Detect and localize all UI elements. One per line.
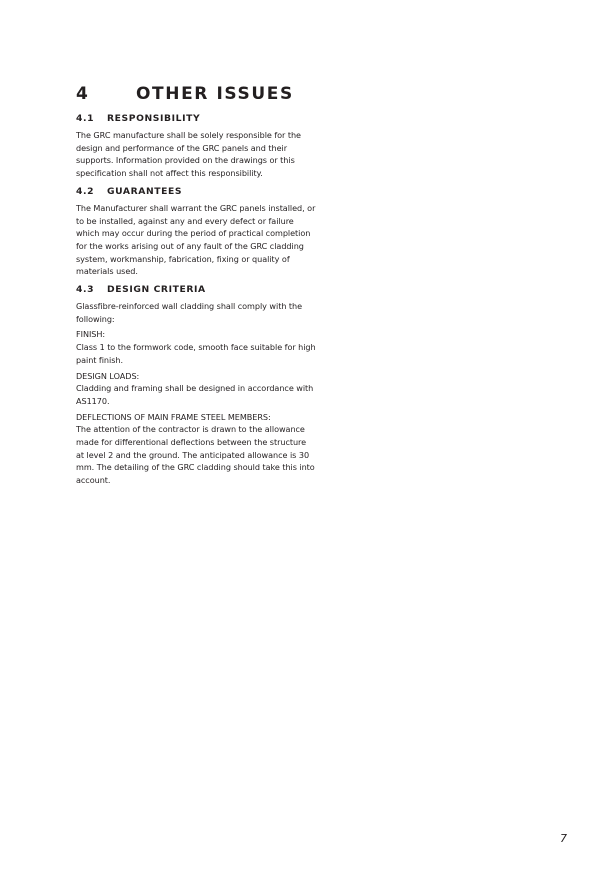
criteria-item-design-loads [76, 370, 316, 408]
page-number: 7 [560, 832, 567, 845]
criteria-item-deflections [76, 411, 316, 487]
criteria-label: DEFLECTIONS OF MAIN FRAME STEEL MEMBERS: [76, 411, 271, 422]
criteria-text: Class 1 to the formwork code, smooth face suitable for high paint finish. [76, 342, 316, 365]
chapter-heading [76, 84, 316, 104]
section-title: GUARANTEES [107, 185, 183, 197]
section-heading [76, 284, 316, 296]
section-intro: Glassfibre-reinforced wall cladding shall comply with the following: [76, 301, 303, 324]
section-number: 4.3 [76, 284, 95, 296]
criteria-item-finish [76, 328, 316, 366]
document-body [76, 84, 316, 487]
criteria-text: The attention of the contractor is drawn to the allowance made for differentional deflections between the structure at level 2 and the ground. The anticipated allowance is 30 mm. The detailing of the GRC cladding should take this into account. [76, 424, 315, 486]
chapter-number: 4 [76, 84, 90, 104]
criteria-text: Cladding and framing shall be designed in accordance with AS1170. [76, 383, 314, 406]
section-number: 4.2 [76, 185, 95, 197]
section-heading [76, 186, 316, 198]
section-paragraph: The Manufacturer shall warrant the GRC panels installed, or to be installed, against any and every defect or failure which may occur during the period of practical completion for the works arising out of any fault of the GRC cladding system, workmanship, fabrication, fixing or quality of materials used. [76, 202, 316, 277]
section-title: RESPONSIBILITY [107, 113, 201, 124]
criteria-label: FINISH: [76, 329, 106, 340]
section-title: DESIGN CRITERIA [107, 284, 206, 296]
section-heading [76, 113, 316, 125]
chapter-title: OTHER ISSUES [136, 84, 294, 104]
section-design-criteria [76, 284, 316, 487]
section-guarantees [76, 186, 316, 278]
section-paragraph: The GRC manufacture shall be solely responsible for the design and performance of the GRC panels and their supports. Information provided on the drawings or this specification shall not affect this responsibility. [76, 130, 301, 179]
criteria-label: DESIGN LOADS: [76, 370, 140, 381]
section-number: 4.1 [76, 113, 95, 124]
section-responsibility [76, 113, 316, 180]
